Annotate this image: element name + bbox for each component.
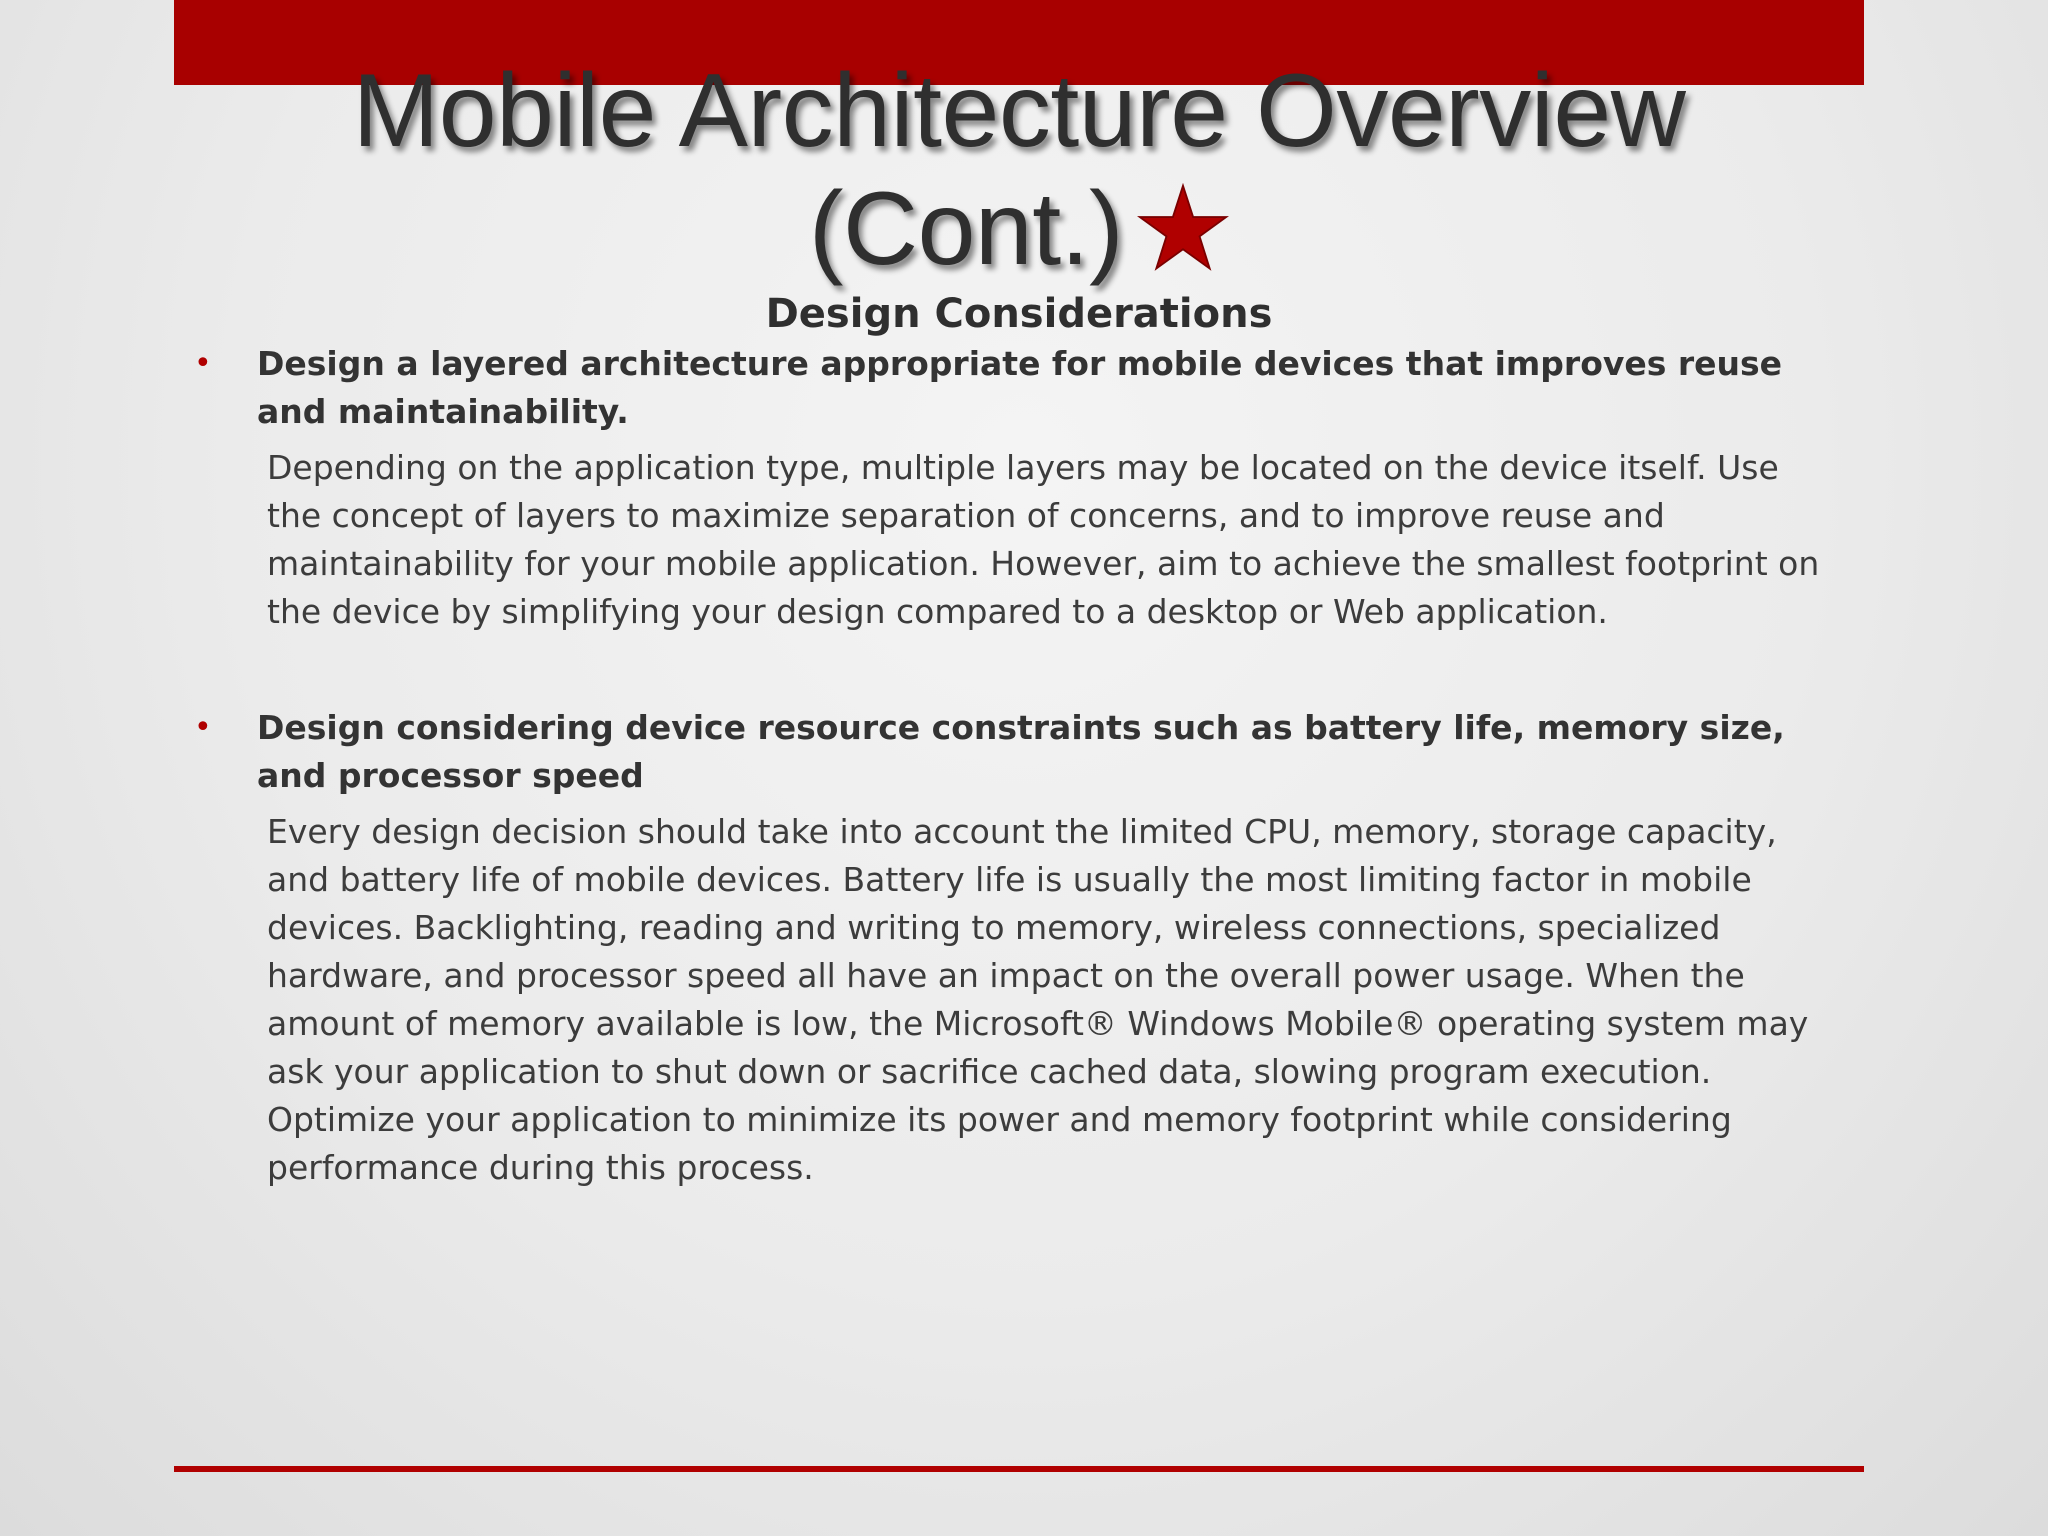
slide-subtitle: Design Considerations bbox=[765, 291, 1273, 337]
slide-title-line1: Mobile Architecture Overview bbox=[352, 53, 1686, 169]
bullet-dot: • bbox=[194, 346, 212, 381]
bullet-heading: Design considering device resource constraints such as battery life, memory size, and processor speed bbox=[257, 708, 1785, 795]
slide-content bbox=[190, 340, 1840, 1192]
slide-title bbox=[174, 52, 1864, 288]
bullet-body: Depending on the application type, multiple layers may be located on the device itself. Use the concept of layers to maximize separation of concerns, and to improve reuse and maintainability for your mobile application. However, aim to achieve the smallest footprint on the device by simplifying your design compared to a desktop or Web application. bbox=[267, 448, 1820, 631]
slide-title-line2-wrap bbox=[809, 170, 1229, 288]
bullet-item bbox=[190, 704, 1840, 1192]
bullet-heading: Design a layered architecture appropriate for mobile devices that improves reuse and maintainability. bbox=[257, 344, 1783, 431]
footer-accent-rule bbox=[174, 1466, 1864, 1472]
bullet-body: Every design decision should take into account the limited CPU, memory, storage capacity, and battery life of mobile devices. Battery life is usually the most limiting factor in mobile devices. Backlighting, reading and writing to memory, wireless connections, specialized hardware, and processor speed all have an impact on the overall power usage. When the amount of memory available is low, the Microsoft® Windows Mobile® operating system may ask your application to shut down or sacrifice cached data, slowing program execution. Optimize your application to minimize its power and memory footprint while considering performance during this process. bbox=[267, 812, 1809, 1187]
star-icon bbox=[1137, 183, 1229, 275]
slide-title-line2: (Cont.) bbox=[808, 171, 1124, 287]
bullet-dot: • bbox=[194, 710, 212, 745]
bullet-item bbox=[190, 340, 1840, 636]
